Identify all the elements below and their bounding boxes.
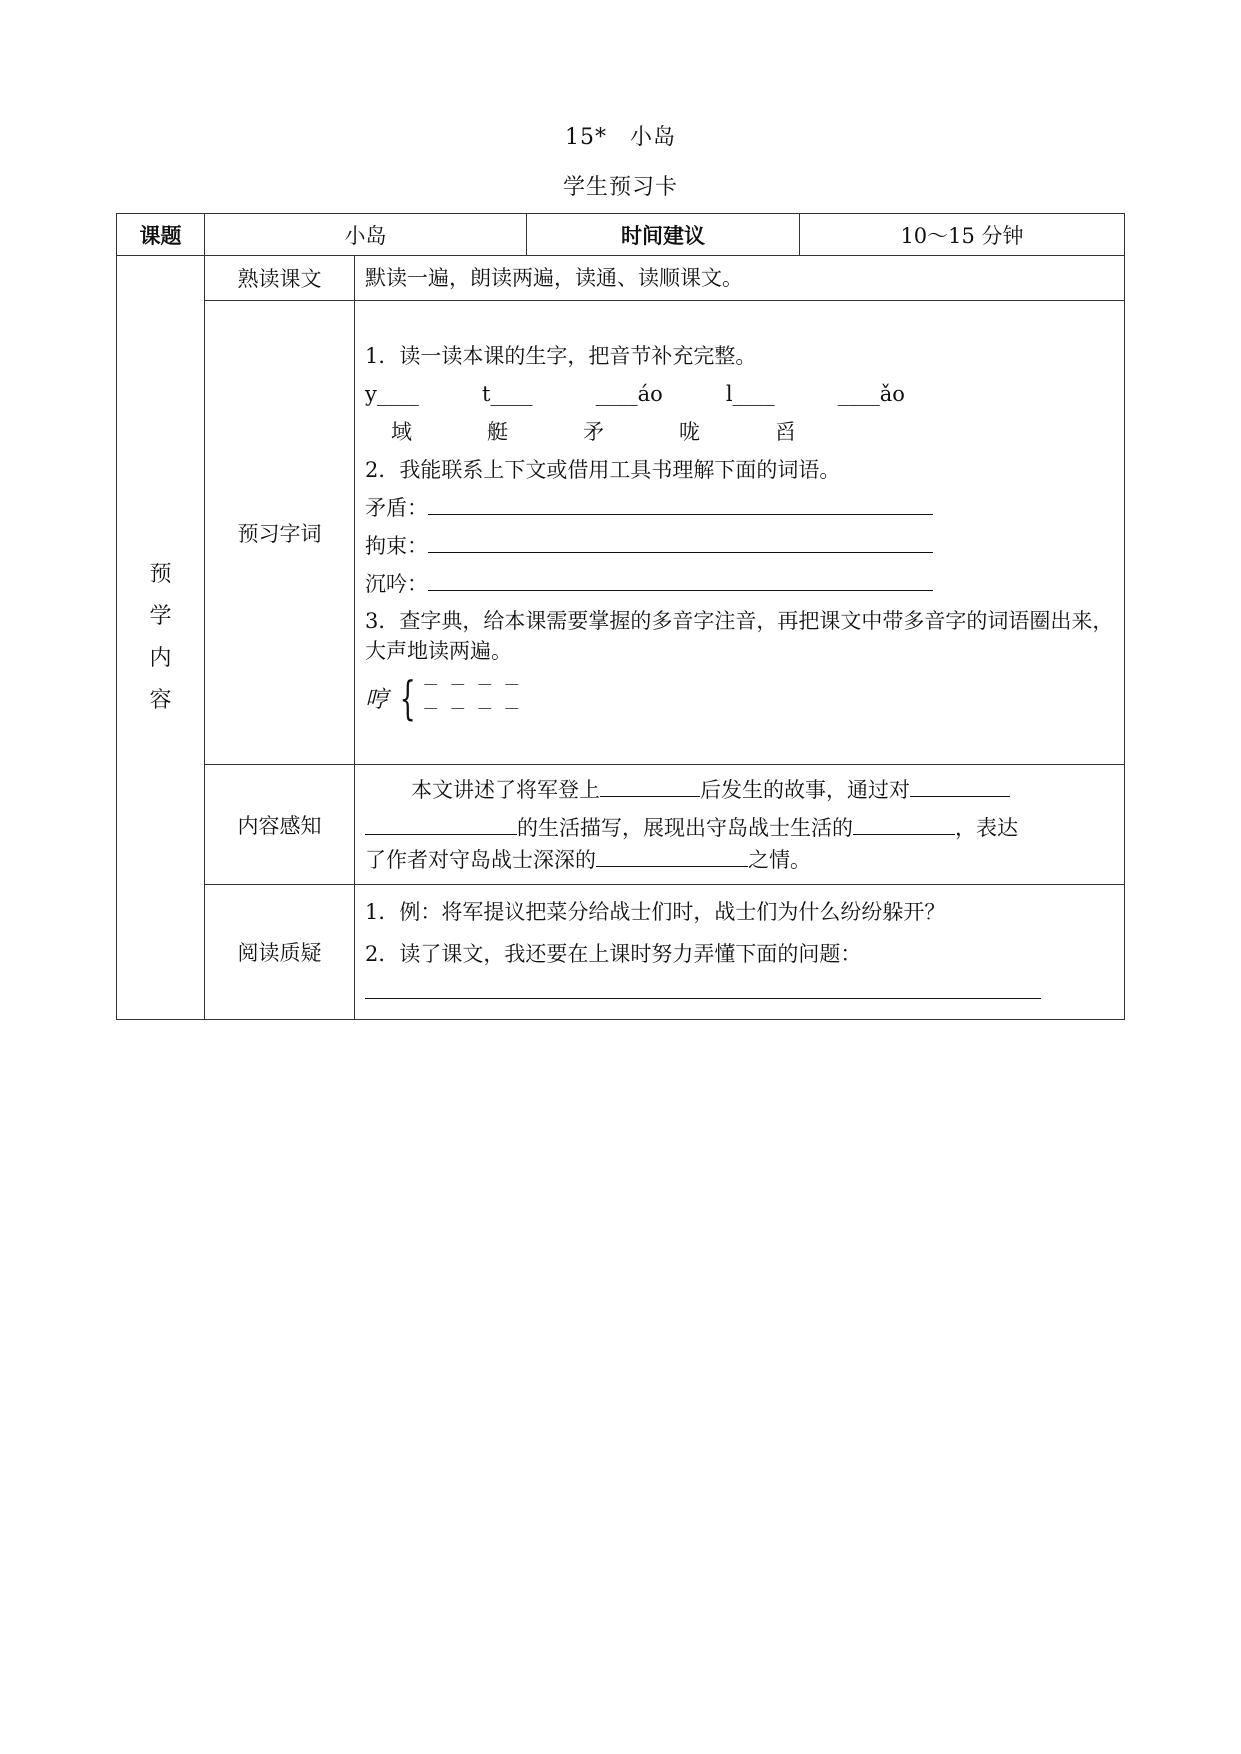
document-subtitle: 学生预习卡 — [562, 175, 678, 200]
polyphone-blanks[interactable] — [422, 674, 530, 722]
term-row — [365, 530, 1114, 562]
fill-blank[interactable] — [365, 814, 517, 835]
brace-icon: { — [399, 670, 416, 725]
words-q2: 2．我能联系上下文或借用工具书理解下面的词语。 — [365, 457, 841, 482]
new-char: 舀 — [775, 419, 796, 444]
time-value: 10～15 分钟 — [800, 214, 1125, 256]
words-q3: 3．查字典，给本课需要掌握的多音字注音，再把课文中带多音字的词语圈出来，大声地读两遍。 — [365, 608, 1114, 663]
preview-card-table — [116, 213, 1125, 1020]
topic-value: 小岛 — [205, 214, 527, 256]
pinyin-blank[interactable]: ____ǎo — [837, 381, 905, 406]
question-answer-line[interactable] — [365, 978, 1041, 999]
fill-blank[interactable] — [596, 846, 748, 867]
comprehension-text: 本文讲述了将军登上 — [411, 777, 600, 802]
words-label: 预习字词 — [205, 301, 355, 765]
side-char: 预 — [149, 561, 172, 587]
comprehension-text: 了作者对守岛战士深深的 — [365, 847, 596, 872]
comprehension-text: 的生活描写，展现出守岛战士生活的 — [517, 815, 853, 840]
term-answer-line[interactable] — [428, 532, 933, 553]
topic-label: 课题 — [117, 214, 205, 256]
pinyin-blank[interactable]: l____ — [725, 381, 775, 406]
pinyin-blank[interactable]: t____ — [482, 381, 533, 406]
time-label: 时间建议 — [527, 214, 800, 256]
polyphone-line: －－－－ — [422, 699, 531, 720]
new-char: 矛 — [583, 419, 604, 444]
side-char: 学 — [149, 603, 172, 629]
term-label: 拘束： — [365, 533, 428, 558]
new-char: 域 — [391, 419, 412, 444]
comprehension-text: 之情。 — [748, 847, 811, 872]
comprehension-text: ，表达 — [955, 815, 1018, 840]
reading-text — [355, 256, 1125, 301]
reading-instruction: 默读一遍，朗读两遍，读通、读顺课文。 — [365, 266, 743, 290]
side-char: 内 — [149, 645, 172, 671]
term-row — [365, 568, 1114, 600]
comprehension-label: 内容感知 — [205, 765, 355, 885]
new-char: 咙 — [679, 419, 700, 444]
pinyin-row — [365, 378, 905, 410]
pinyin-blank[interactable]: y____ — [365, 381, 419, 406]
polyphone-row — [365, 670, 1114, 725]
side-label-preview-content — [117, 256, 205, 1020]
polyphone-char: 哼 — [365, 687, 388, 713]
question-answer-row — [365, 976, 1114, 1008]
comprehension-content — [355, 765, 1125, 885]
comprehension-line — [365, 844, 1114, 876]
words-content — [355, 301, 1125, 765]
fill-blank[interactable] — [910, 776, 1010, 797]
fill-blank[interactable] — [600, 776, 700, 797]
fill-blank[interactable] — [853, 814, 955, 835]
term-label: 矛盾： — [365, 495, 428, 520]
questions-q2: 2．读了课文，我还要在上课时努力弄懂下面的问题： — [365, 942, 862, 966]
new-char: 艇 — [487, 419, 508, 444]
document-title: 15* 小岛 — [565, 125, 676, 150]
term-row — [365, 492, 1114, 524]
term-label: 沉吟： — [365, 571, 428, 596]
comprehension-line — [365, 774, 1114, 806]
questions-content — [355, 885, 1125, 1020]
words-q1: 1．读一读本课的生字，把音节补充完整。 — [365, 343, 757, 368]
questions-q1: 1．例：将军提议把菜分给战士们时，战士们为什么纷纷躲开？ — [365, 900, 946, 924]
comprehension-text: 后发生的故事，通过对 — [700, 777, 910, 802]
pinyin-blank[interactable]: ____áo — [595, 381, 663, 406]
comprehension-line — [365, 812, 1114, 844]
new-chars-row — [365, 416, 1114, 448]
questions-label: 阅读质疑 — [205, 885, 355, 1020]
polyphone-line: －－－－ — [422, 675, 531, 696]
reading-label: 熟读课文 — [205, 256, 355, 301]
term-answer-line[interactable] — [428, 494, 933, 515]
term-answer-line[interactable] — [428, 570, 933, 591]
side-char: 容 — [149, 687, 172, 713]
